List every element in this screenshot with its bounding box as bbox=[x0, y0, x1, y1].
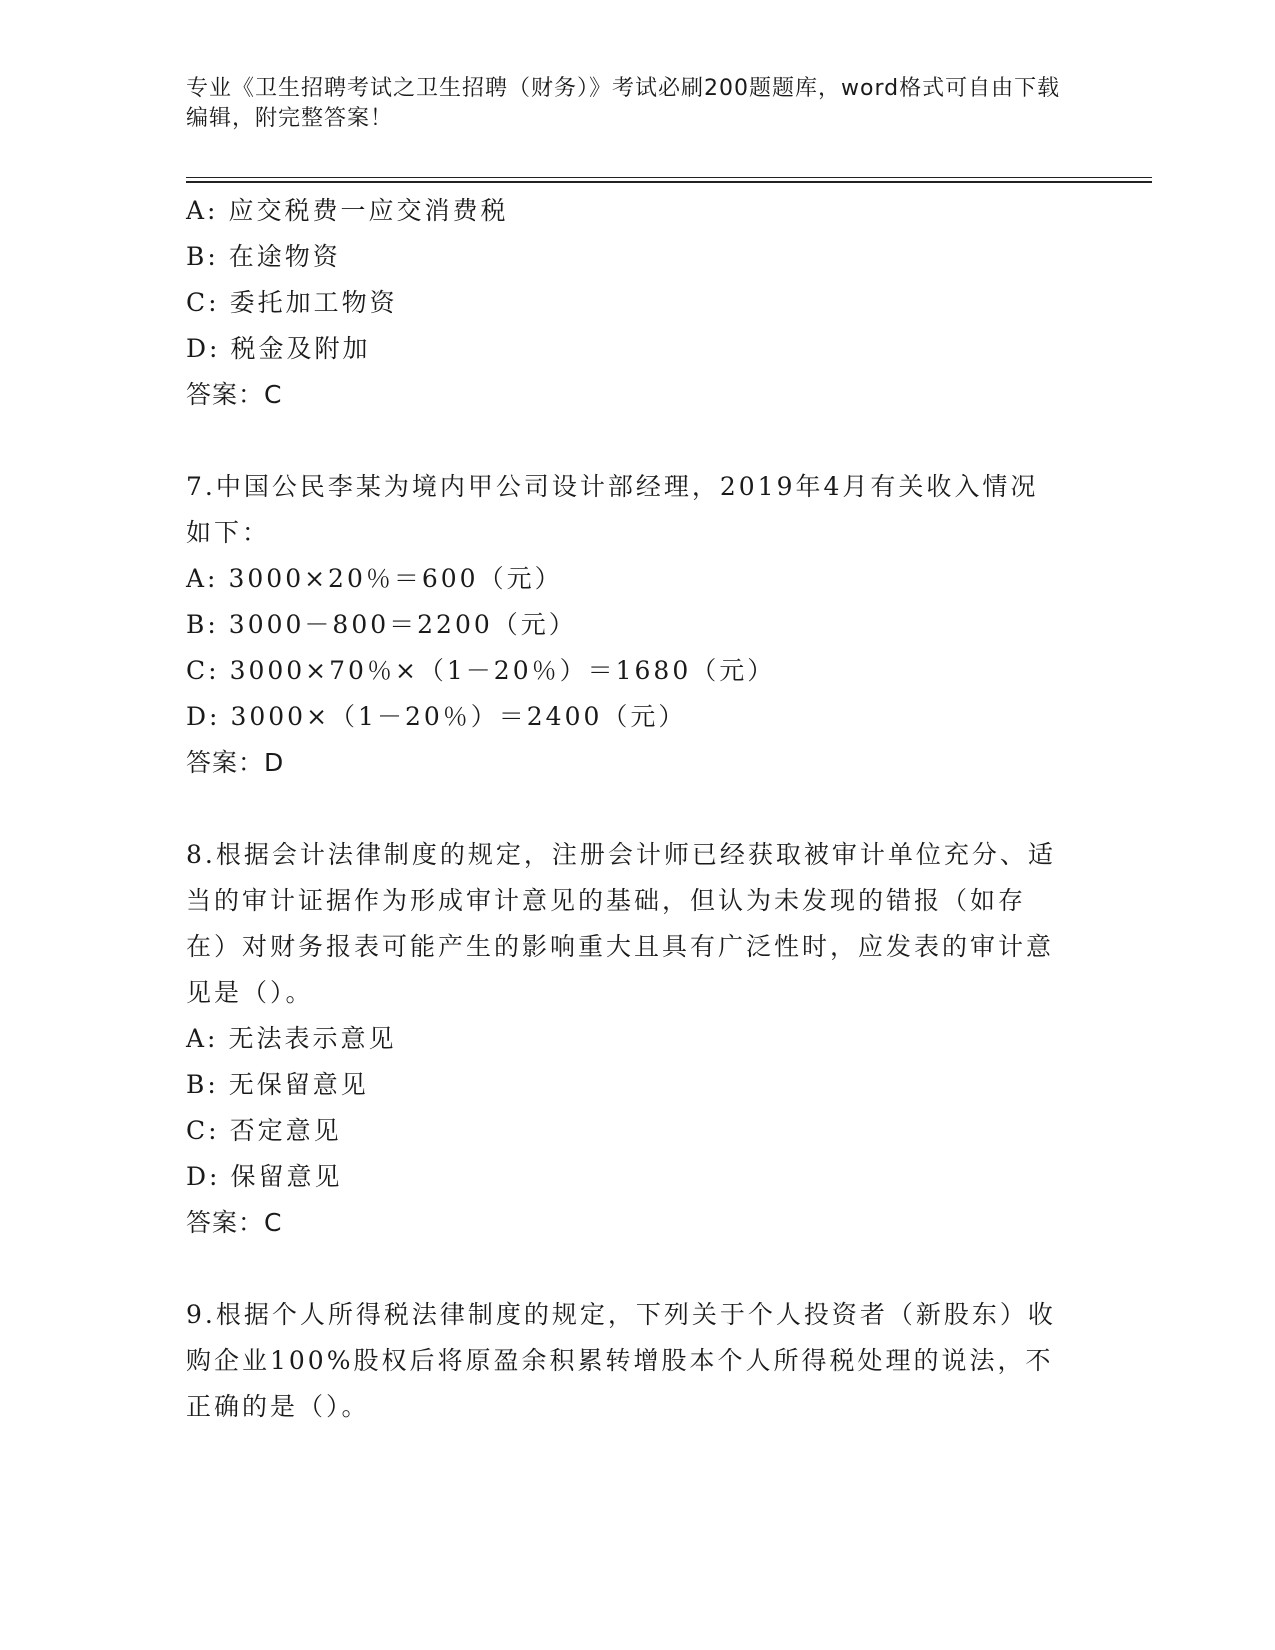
option-c bbox=[186, 280, 1066, 326]
option-a bbox=[186, 188, 1066, 234]
option-text: 无法表示意见 bbox=[228, 1024, 397, 1053]
option-text: 3000－800＝2200（元） bbox=[228, 610, 577, 639]
question-text: 8.根据会计法律制度的规定，注册会计师已经获取被审计单位充分、适当的审计证据作为形成审计意见的基础，但认为未发现的错报（如存在）对财务报表可能产生的影响重大且具有广泛性时，应发表的审计意见是（）。 bbox=[186, 840, 1056, 1007]
option-c bbox=[186, 648, 1066, 694]
option-c bbox=[186, 1108, 1066, 1154]
question-content bbox=[186, 188, 1066, 1430]
option-letter: C: bbox=[186, 656, 220, 685]
option-text: 3000×70％×（1－20％）＝1680（元） bbox=[229, 656, 776, 685]
option-a bbox=[186, 556, 1066, 602]
option-letter: C: bbox=[186, 1116, 220, 1145]
option-b bbox=[186, 602, 1066, 648]
question-9 bbox=[186, 1292, 1066, 1430]
option-letter: A: bbox=[186, 1024, 219, 1053]
header-rule-thin bbox=[186, 177, 1152, 178]
question-text: 7.中国公民李某为境内甲公司设计部经理，2019年4月有关收入情况如下： bbox=[186, 472, 1039, 547]
option-letter: A: bbox=[186, 196, 219, 225]
option-letter: C: bbox=[186, 288, 220, 317]
option-text: 保留意见 bbox=[230, 1162, 343, 1191]
spacer bbox=[186, 786, 1066, 832]
option-letter: D: bbox=[186, 702, 221, 731]
question-6 bbox=[186, 188, 1066, 418]
option-d bbox=[186, 326, 1066, 372]
option-text: 3000×20％＝600（元） bbox=[228, 564, 563, 593]
option-letter: B: bbox=[186, 1070, 219, 1099]
option-text: 否定意见 bbox=[229, 1116, 342, 1145]
answer-line: 答案：C bbox=[186, 1208, 283, 1237]
answer-line: 答案：C bbox=[186, 380, 283, 409]
option-letter: B: bbox=[186, 242, 219, 271]
option-letter: B: bbox=[186, 610, 219, 639]
option-text: 应交税费一应交消费税 bbox=[228, 196, 509, 225]
question-8 bbox=[186, 832, 1066, 1246]
option-text: 3000×（1－20％）＝2400（元） bbox=[230, 702, 687, 731]
option-b bbox=[186, 234, 1066, 280]
question-7 bbox=[186, 464, 1066, 786]
option-text: 税金及附加 bbox=[230, 334, 371, 363]
option-letter: D: bbox=[186, 334, 221, 363]
document-header: 专业《卫生招聘考试之卫生招聘（财务）》考试必刷200题题库，word格式可自由下载编辑，附完整答案！ bbox=[186, 76, 1061, 131]
option-letter: D: bbox=[186, 1162, 221, 1191]
answer-line: 答案：D bbox=[186, 748, 285, 777]
option-d bbox=[186, 694, 1066, 740]
spacer bbox=[186, 418, 1066, 464]
option-text: 无保留意见 bbox=[228, 1070, 369, 1099]
option-letter: A: bbox=[186, 564, 219, 593]
option-a bbox=[186, 1016, 1066, 1062]
option-b bbox=[186, 1062, 1066, 1108]
spacer bbox=[186, 1246, 1066, 1292]
header-rule-thick bbox=[186, 181, 1152, 183]
question-text: 9.根据个人所得税法律制度的规定，下列关于个人投资者（新股东）收购企业100%股权后将原盈余积累转增股本个人所得税处理的说法，不正确的是（）。 bbox=[186, 1300, 1056, 1421]
option-d bbox=[186, 1154, 1066, 1200]
option-text: 在途物资 bbox=[228, 242, 341, 271]
option-text: 委托加工物资 bbox=[229, 288, 398, 317]
